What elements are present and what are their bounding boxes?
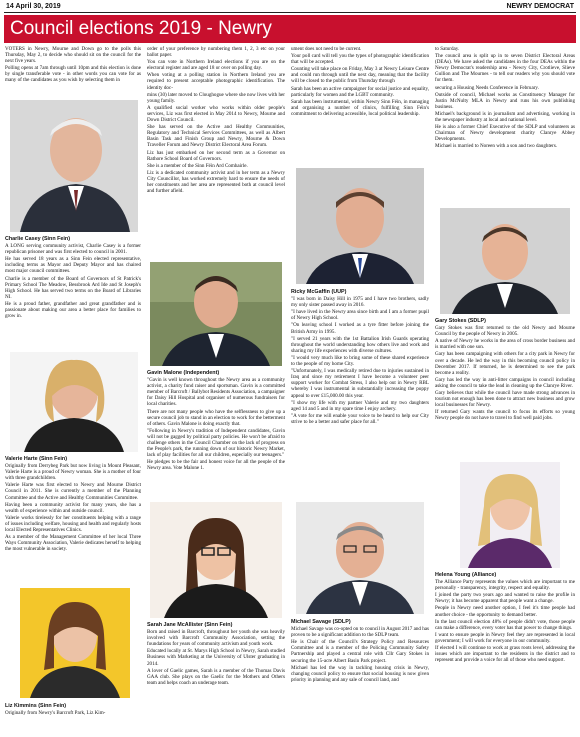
bio-paragraph: Gary has led the way in anti-litter campaigns in council including asking the council to take the lead in cleaning up the Clanrye River. [435, 376, 575, 389]
bio-paragraph: He has served 18 years as a Sinn Fein elected representative, including terms as Mayor and Deputy Mayor and has chaired most major council committees. [5, 256, 141, 275]
bio-paragraph: Gary has been campaigning with others for a city park in Newry for over a decade. He led the way in this becoming council policy in December 2017. If returned, he is determined to see the park become a reality. [435, 351, 575, 376]
candidate-name: Helena Young (Alliance) [435, 572, 497, 578]
bio-paragraph: Sarah has been an active campaigner for social justice and equality, particularly for women and the LGBT community. [291, 85, 429, 98]
bio-paragraph: If returned Gary wants the council to focus its efforts so young Newry people do not have to travel to find well paid jobs. [435, 409, 575, 422]
candidate-name: Sarah Jane McAllister (Sinn Fein) [147, 622, 233, 628]
intro-paragraph: order of your preference by numbering them 1, 2, 3 etc on your ballot paper. [147, 46, 285, 59]
intro-paragraph: Your poll card will tell you the types of photographic identification that will be accepted. [291, 53, 429, 66]
bio-paragraph: securing a Housing Needs Conference in February. [435, 84, 539, 91]
candidate-name: Valerie Harte (Sinn Fein) [5, 456, 68, 462]
bio-paragraph: A qualified social worker who works within older people's services, Liz was first elected in May 2014 to Newry, Mourne and Down District Council. [147, 104, 285, 124]
bio-paragraph: There are not many people who have the selflessness to give up a secure council job to stand in an election to work for the betterment of others. Gavin Malone is doing exactly that. [147, 408, 285, 427]
candidate-photo-gavin-malone [150, 262, 282, 366]
newspaper-name: NEWRY DEMOCRAT [506, 3, 574, 10]
column-2-bio-1 [147, 369, 285, 473]
bio-paragraph: Originally from Newry's Barcroft Park, Liz Kim- [5, 710, 106, 717]
column-1 [5, 46, 141, 85]
bio-paragraph: Educated locally at St. Marys High School in Newry, Sarah studied Business with Marketing at the University of Ulster graduating in 2014. [147, 648, 285, 667]
candidate-name: Michael Savage (SDLP) [291, 619, 351, 625]
bio-paragraph: Gary Stokes was first returned to the old Newry and Mourne Council by the people of Newry in 2005. [435, 325, 575, 338]
column-1-bio-3 [5, 702, 141, 717]
intro-paragraph: The council area is split up in to seven District Electoral Areas (DEAs). We have asked the candidates in the four DEAs within the Newry Democrat's readership area - Newry City, Crotlieve, Slieve Gullion and The Mournes - to tell our readers why you should vote for them. [435, 53, 575, 84]
column-3-bio-1 [291, 288, 429, 426]
column-1-bio-2 [5, 455, 141, 553]
bio-paragraph: As a member of the Management Committee of her local Three Ways Community Association, Valerie dedicates herself to helping the most vulnerable in society. [5, 534, 141, 553]
column-1-bio-1 [5, 235, 141, 320]
candidate-photo-ricky-mcgaffin [296, 168, 424, 284]
bio-paragraph: Valerie works tirelessly for her constituents helping with a range of issues including welfare, housing and health and regularly hosts local Elected Representatives Clinics. [5, 514, 141, 534]
bio-paragraph: I want to ensure people in Newry feel they are represented in local government; I will work for everyone in our community. [435, 631, 575, 644]
bio-paragraph: Outside of council, Michael works as Constituency Manager for Justin McNulty MLA in Newry and runs his own publishing business. [435, 91, 575, 110]
page-number-date: 14 April 30, 2019 [6, 3, 61, 10]
bio-paragraph: The Alliance Party represents the values which are important to me personally - transparency, integrity, respect and equality. [435, 579, 575, 592]
bio-paragraph: Michael has led the way in tackling housing crisis in Newry, changing council policy to ensure that social housing is now given priority in planning and any sale of council land, and [291, 664, 429, 683]
candidate-photo-liz-kimmins [20, 588, 130, 698]
candidate-photo-sarah-jane-mcallister [150, 502, 282, 618]
bio-paragraph: Liz is a dedicated community activist and in her term as a Newry City Councillor, has worked extremely hard to ensure the needs of her constituents and her area are represented both at council level and further afield. [147, 169, 285, 195]
bio-paragraph: He is a proud father, grandfather and great grandfather and is passionate about making our area a better place for families to grow in. [5, 300, 141, 320]
candidate-name: Gary Stokes (SDLP) [435, 318, 486, 324]
bio-paragraph: Michael's background is in journalism and advertising, working in the newspaper industry at local and national level. [435, 110, 575, 124]
bio-paragraph: If elected I will continue to work at grass roots level, addressing the issues which are important to the residents in the district and to represent and provide a voice for all of those who need support. [435, 645, 575, 664]
column-4 [435, 46, 575, 151]
bio-paragraph: "I show my life with my partner Valerie and my two daughters aged 14 and 5 and in my spare time I enjoy archery. [291, 399, 429, 412]
column-3-bio-2 [291, 618, 429, 684]
bio-paragraph: "I would very much like to bring some of these shared experience to the people of my home City. [291, 354, 429, 368]
bio-paragraph: She is a member of the Sinn Féin Ard Comhairle. [147, 162, 248, 169]
bio-paragraph: "I have lived in the Newry area since birth and I am a former pupil of Newry High School. [291, 309, 429, 322]
intro-paragraph: Polling opens at 7am through until 10pm and this election is done by single transferable vote - in other words you can vote for as many of the candidates as you wish by selecting them in [5, 65, 141, 84]
bio-paragraph: "I was born in Daisy Hill in 1975 and I have two brothers, sadly my only sister passed away in 2016. [291, 296, 429, 309]
intro-paragraph: Counting will take place on Friday, May 3 at Newry Leisure Centre and could run through until the next day, meaning that the facility will be closed to the public from Thursday through [291, 66, 429, 85]
intro-paragraph: VOTERS in Newry, Mourne and Down go to the polls this Thursday, May 2, to decide who should sit on the council for the next five years. [5, 46, 141, 65]
bio-paragraph: Charlie is a member of the Board of Governors of St Patrick's Primary School The Meadow, Bessbrook Ard Ide and St Joseph's High School. He has served two terms on the Board of Libraries NI. [5, 275, 141, 300]
candidate-photo-michael-savage [296, 502, 424, 614]
bio-paragraph: "I served 21 years with the 1st Battalion Irish Guards operating throughout the world understanding how others live and work and sharing my life experiences with diverse cultures. [291, 335, 429, 354]
bio-paragraph: In the last council election 48% of people didn't vote, those people can make a difference, every voter has that power to change things. [435, 618, 575, 631]
intro-paragraph: to Saturday. [435, 46, 460, 52]
header-rule [4, 12, 576, 13]
bio-paragraph: Sarah has been instrumental, within Newry Sinn Féin, in managing and organising a number of clinics, fulfilling Sinn Féin's commitment to delivering accessible, local political leadership. [291, 98, 429, 117]
candidate-name: Charlie Casey (Sinn Fein) [5, 236, 71, 242]
intro-paragraph: When voting at a polling station in Northern Ireland you are required to present acceptable photographic identification. The identity doc- [147, 72, 285, 91]
candidate-name: Gavin Malone (Independent) [147, 370, 220, 376]
bio-paragraph: Michael Savage was co-opted on to council in August 2017 and has proven to be a significant addition to the SDLP team. [291, 626, 429, 639]
bio-paragraph: People in Newry need another option, I feel it's time people had another choice - the opportunity to demand better. [435, 605, 575, 618]
page-header [0, 0, 580, 14]
bio-paragraph: He pledges to be the fair and honest voice for all the people of the Newry area. Vote Malone 1. [147, 459, 285, 472]
column-2-bio-2 [147, 621, 285, 687]
bio-paragraph: Originally from Derrybeg Park but now living in Mount Pleasant, Valerie Harte is a proud of Newry woman. She is a mother of four with three grandchildren. [5, 463, 141, 482]
bio-paragraph: "A vote for me will enable your voice to be heard to help our City strive to be a better and safer place for all." [291, 412, 429, 425]
column-3 [291, 46, 429, 118]
bio-paragraph: Valerie Harte was first elected to Newry and Mourne District Council in 2011. She is currently a member of the Planning Committee and the Active and Healthy Communities Committee. [5, 482, 141, 501]
candidate-photo-charlie-casey [10, 100, 138, 232]
bio-paragraph: "Following in Newry's tradition of Independent candidates, Gavin will not be gagged by political party policies. He won't be afraid to challenge others in the Council Chamber on the lack of progress on the People's park, the running down of our historic Newry Market, lack of play facilities for all our children, especially our teenagers." [147, 427, 285, 459]
intro-paragraph: You can vote in Northern Ireland elections if you are on the electoral register and are aged 18 or over on polling day. [147, 59, 285, 72]
candidate-photo-gary-stokes [440, 208, 570, 314]
bio-paragraph: Having been a community activist for many years, she has a wealth of experience within and outside council. [5, 501, 141, 514]
bio-paragraph: Born and raised in Barcroft, throughout her youth she was heavily involved with Barcroft Community Association, setting the foundations for years of community activism and youth work. [147, 629, 285, 648]
bio-paragraph: A lover of Gaelic games, Sarah is a member of the Thomas Davis GAA club. She plays on the Gaelic for the Mothers and Others team and helps coach an underage team. [147, 667, 285, 686]
bio-paragraph: He is Chair of the Council's Strategy Policy and Resources Committee and is a member of the Policing Community Safety Partnership and played a central role with Cllr Gary Stokes in securing the 15-acre Albert Basin Park project. [291, 639, 429, 664]
column-4-bio-2 [435, 571, 575, 664]
candidate-photo-helena-young [460, 462, 560, 568]
intro-paragraph: ument does not need to be current. [291, 46, 362, 52]
column-4-bio-1 [435, 317, 575, 423]
bio-paragraph: Liz has just embarked on her second term as a Governor on Rathore School Board of Governors. [147, 149, 285, 162]
bio-paragraph: "Gavin is well known throughout the Newry area as a community activist, a charity fund raiser and sportsman. Gavin is a committed member of Barcroft / Ballybot Residents Association, a campaigner for Daisy Hill Hospital and organiser of numerous fundraisers for local charities. [147, 377, 285, 408]
candidate-name: Ricky McGaffin (UUP) [291, 289, 347, 295]
bio-paragraph: "On leaving school I worked as a tyre fitter before joining the British Army in 1995. [291, 322, 429, 335]
bio-paragraph: A LONG serving community activist, Charlie Casey is a former republican prisoner and was first elected to council in 2001. [5, 243, 141, 256]
bio-paragraph: Gary believes that while the council have made strong advances in tourism not enough has been done to attract new business and grow local businesses for Newry. [435, 390, 575, 409]
bio-paragraph: She has served on the Active and Healthy Communities, Regulatory and Technical Services Committees, as well as Albert Basin Task and Finish Group and Newry, Mourne & Down Traveller Forum and Newry District Electoral Area Forum. [147, 124, 285, 149]
section-banner: Council elections 2019 - Newry [4, 15, 576, 43]
bio-paragraph: "Unfortunately, I was medically retired due to injuries sustained in Iraq and since my retirement I have become a volunteer peer support worker for Combat Stress, I also help out in Newry RBL whereby I was instrumental in substantially increasing the poppy appeal to over £15,000.00 this year. [291, 368, 429, 399]
bio-paragraph: mins (30) later moved to Cloughogue where she now lives with her young family. [147, 91, 285, 104]
bio-paragraph: He is also a former Chief Executive of the SDLP and volunteers as Chairman of Newry development charity Clanrye Abbey Developments. [435, 124, 575, 143]
bio-paragraph: A native of Newry he works in the area of cross border business and is married with one son. [435, 338, 575, 351]
bio-paragraph: I joined the party two years ago and wanted to raise the profile in Newry; it has become apparent that people want a change. [435, 592, 575, 605]
candidate-name: Liz Kimmins (Sinn Fein) [5, 703, 67, 709]
candidate-photo-valerie-harte [10, 352, 138, 452]
column-2 [147, 46, 285, 195]
bio-paragraph: Michael is married to Noreen with a son and two daughters. [435, 143, 558, 150]
